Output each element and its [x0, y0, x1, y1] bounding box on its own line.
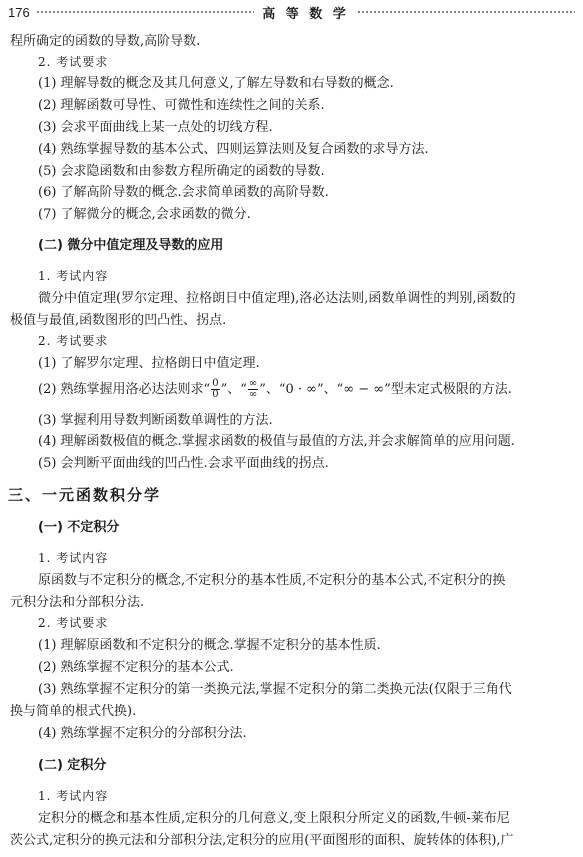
subsection-label: 2. 考试要求: [38, 55, 109, 69]
list-item: (2) 理解函数可导性、可微性和连续性之间的关系.: [38, 98, 325, 113]
list-item: (2) 熟练掌握不定积分的基本公式.: [38, 660, 234, 675]
fraction-zero-over-zero: [211, 379, 219, 400]
paragraph-line: 茨公式,定积分的换元法和分部积分法,定积分的应用(平面图形的面积、旋转体的体积),广: [10, 833, 514, 848]
section-heading: (二) 微分中值定理及导数的应用: [38, 238, 224, 253]
list-item: (1) 理解原函数和不定积分的概念.掌握不定积分的基本性质.: [38, 638, 381, 653]
page-number: 176: [8, 4, 30, 20]
subsection-label: 1. 考试内容: [38, 789, 109, 803]
formula-text: ”、“: [220, 382, 247, 397]
list-item: (3) 会求平面曲线上某一点处的切线方程.: [38, 120, 273, 135]
page-header: [8, 2, 575, 22]
paragraph-line: 定积分的概念和基本性质,定积分的几何意义,变上限积分所定义的函数,牛顿-莱布尼: [38, 811, 510, 826]
paragraph-line: 换与简单的根式代换).: [10, 704, 137, 719]
paragraph-line: 原函数与不定积分的概念,不定积分的基本性质,不定积分的基本公式,不定积分的换: [38, 573, 506, 588]
list-item: (4) 熟练掌握导数的基本公式、四则运算法则及复合函数的求导方法.: [38, 142, 429, 157]
paragraph-line: 元积分法和分部积分法.: [10, 595, 145, 610]
fraction-numerator: 0: [212, 378, 219, 389]
paragraph-line: 极值与最值,函数图形的凹凸性、拐点.: [10, 313, 227, 328]
fraction-numerator: ∞: [248, 378, 258, 389]
paragraph-line: 微分中值定理(罗尔定理、拉格朗日中值定理),洛必达法则,函数单调性的判别,函数的: [38, 291, 516, 306]
header-rule-left: [36, 10, 254, 14]
header-rule-right: [357, 10, 575, 14]
formula-text: (2) 熟练掌握用洛必达法则求“: [38, 382, 211, 397]
running-title: 高 等 数 学: [262, 6, 349, 22]
fraction-inf-over-inf: [248, 379, 258, 400]
list-item: (4) 理解函数极值的概念.掌握求函数的极值与最值的方法,并会求解简单的应用问题.: [38, 434, 515, 449]
fraction-denominator: 0: [212, 389, 219, 400]
subsection-label: 2. 考试要求: [38, 334, 109, 348]
list-item: (5) 会求隐函数和由参数方程所确定的函数的导数.: [38, 164, 325, 179]
list-item: (5) 会判断平面曲线的凹凸性.会求平面曲线的拐点.: [38, 456, 329, 471]
list-item: (1) 了解罗尔定理、拉格朗日中值定理.: [38, 356, 260, 371]
subsection-label: 2. 考试要求: [38, 616, 109, 630]
formula-text: ”、“0 · ∞”、“∞ − ∞”型未定式极限的方法.: [259, 382, 512, 397]
list-item: (4) 熟练掌握不定积分的分部积分法.: [38, 726, 247, 741]
list-item-formula: [38, 379, 512, 400]
subsection-label: 1. 考试内容: [38, 269, 109, 283]
chapter-heading: 三、一元函数积分学: [8, 486, 162, 504]
section-heading: (一) 不定积分: [38, 520, 120, 535]
fraction-denominator: ∞: [248, 389, 258, 400]
list-item: (1) 理解导数的概念及其几何意义,了解左导数和右导数的概念.: [38, 76, 394, 91]
list-item: (3) 熟练掌握不定积分的第一类换元法,掌握不定积分的第二类换元法(仅限于三角代: [38, 682, 512, 697]
list-item: (6) 了解高阶导数的概念.会求简单函数的高阶导数.: [38, 185, 329, 200]
section-heading: (二) 定积分: [38, 758, 107, 773]
subsection-label: 1. 考试内容: [38, 551, 109, 565]
list-item: (7) 了解微分的概念,会求函数的微分.: [38, 207, 251, 222]
paragraph-line: 程所确定的函数的导数,高阶导数.: [10, 34, 201, 49]
list-item: (3) 掌握利用导数判断函数单调性的方法.: [38, 413, 273, 428]
